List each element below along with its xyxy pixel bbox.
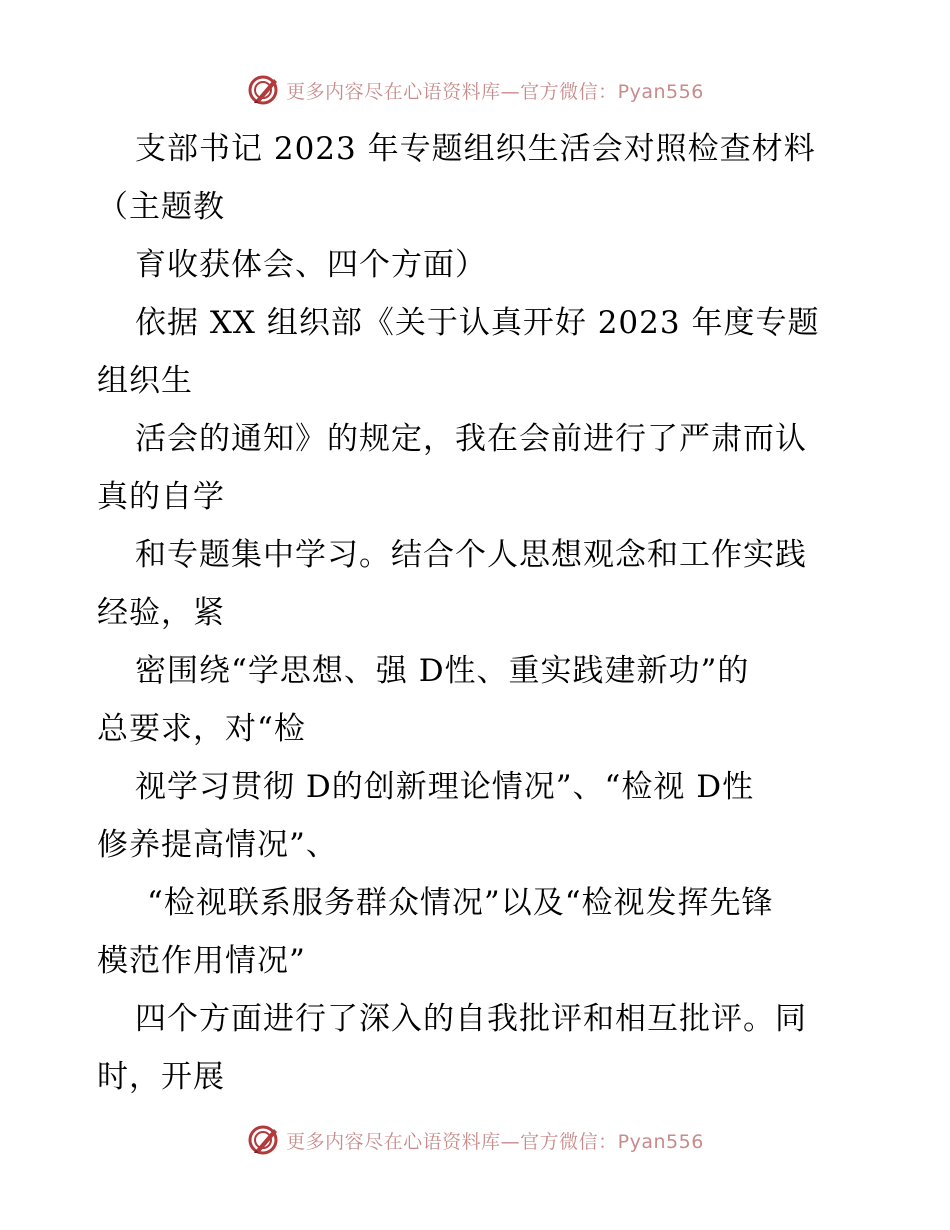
paragraph-line: 密围绕“学思想、强 D性、重实践建新功”的 [135,653,750,689]
document-body [97,120,857,1106]
paragraph-line: 依据 XX 组织部《关于认真开好 2023 年度专题 [135,305,820,341]
paragraph-line: 总要求，对“检 [97,711,306,747]
paragraph-line: 经验，紧 [97,595,225,631]
watermark-group [246,73,704,107]
paragraph-line: “检视联系服务群众情况”以及“检视发挥先锋 [147,885,774,921]
title-line-1: 支部书记 2023 年专题组织生活会对照检查材料 [135,131,816,167]
paragraph-line: 和专题集中学习。结合个人思想观念和工作实践 [135,537,807,573]
header-watermark [0,70,950,110]
paragraph-line: 活会的通知》的规定，我在会前进行了严肃而认 [135,421,807,457]
paragraph-line: 四个方面进行了深入的自我批评和相互批评。同 [135,1001,807,1037]
title-line-3: 育收获体会、四个方面） [135,247,487,283]
paragraph-line: 真的自学 [97,479,225,515]
paragraph-line: 时，开展 [97,1059,225,1095]
watermark-text: 更多内容尽在心语资料库—官方微信：Pyan556 [286,1130,704,1153]
watermark-text: 更多内容尽在心语资料库—官方微信：Pyan556 [286,80,704,103]
watermark-group [246,1123,704,1157]
paragraph-line: 模范作用情况” [97,943,306,979]
footer-watermark [0,1120,950,1160]
paragraph-line: 视学习贯彻 D的创新理论情况”、“检视 D性 [135,769,755,805]
paragraph-line: 组织生 [97,363,193,399]
paragraph-line: 修养提高情况”、 [97,827,338,863]
title-line-2: （主题教 [97,189,225,225]
pen-logo-icon [246,73,280,107]
pen-logo-icon [246,1123,280,1157]
